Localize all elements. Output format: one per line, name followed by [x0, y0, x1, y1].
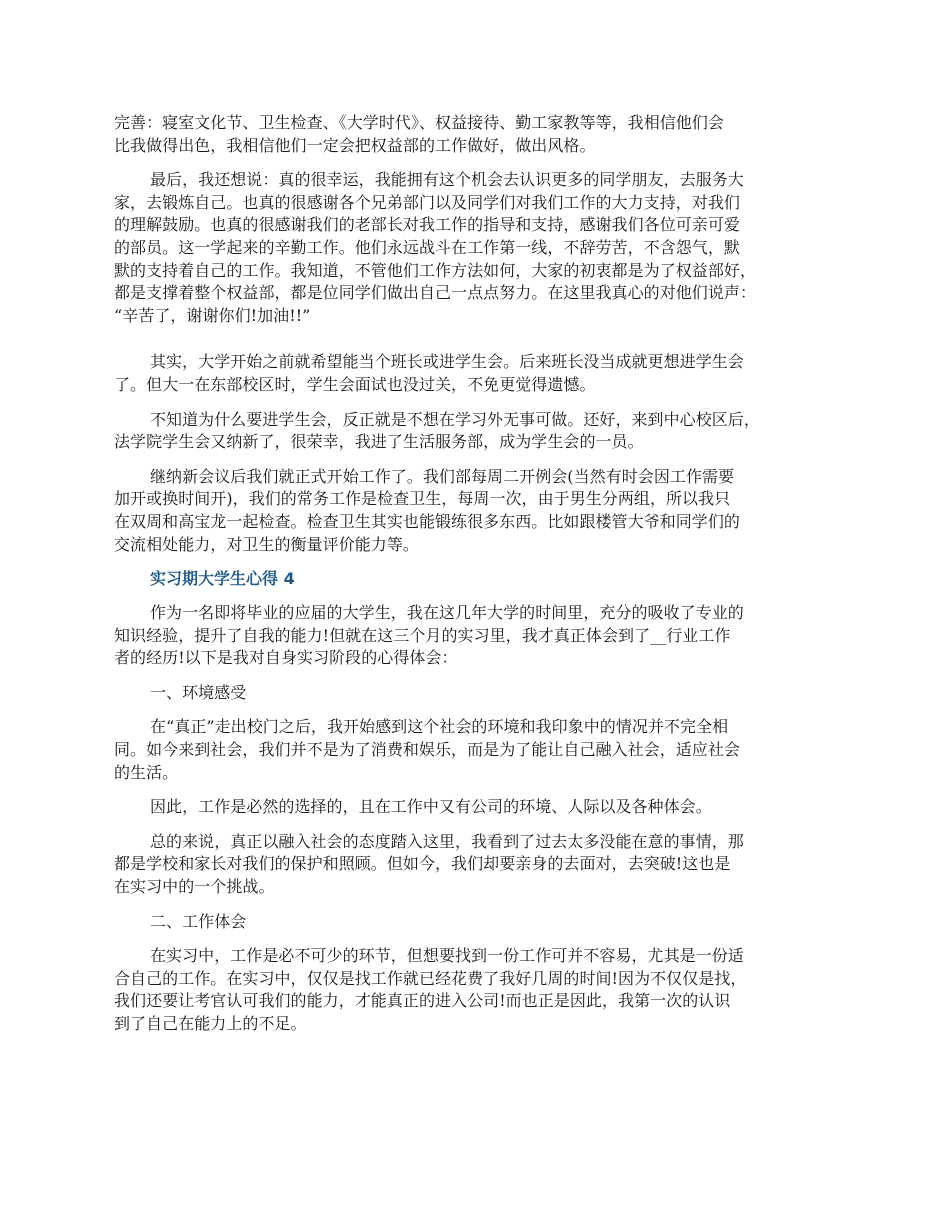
- paragraph: [114, 945, 844, 1035]
- text-line: 继纳新会议后我们就正式开始工作了。我们部每周二开例会(当然有时会因工作需要: [150, 466, 735, 486]
- text-line: 的部员。这一学起来的辛勤工作。他们永远战斗在工作第一线，不辞劳苦，不含怨气，默: [114, 237, 740, 257]
- text-line: 最后，我还想说：真的很幸运，我能拥有这个机会去认识更多的同学朋友，去服务大: [150, 170, 744, 190]
- text-line: 其实，大学开始之前就希望能当个班长或进学生会。后来班长没当成就更想进学生会: [150, 352, 744, 372]
- text-line: 的理解鼓励。也真的很感谢我们的老部长对我工作的指导和支持，感谢我们各位可亲可爱: [114, 215, 740, 235]
- paragraph: [114, 466, 844, 556]
- text-line: 了。但大一在东部校区时，学生会面试也没过关，不免更觉得遗憾。: [114, 374, 596, 394]
- text-line: 加开或换时间开)，我们的常务工作是检查卫生，每周一次，由于男生分两组，所以我只: [114, 489, 731, 509]
- text-line: 在实习中的一个挑战。: [114, 877, 275, 897]
- paragraph: [114, 831, 844, 899]
- text-line: 都是学校和家长对我们的保护和照顾。但如今，我们却要亲身的去面对，去突破!这也是: [114, 854, 731, 874]
- text-line: 者的经历!以下是我对自身实习阶段的心得体会：: [114, 648, 458, 668]
- paragraph: [114, 716, 844, 784]
- text-line: 知识经验，提升了自我的能力!但就在这三个月的实习里，我才真正体会到了__行业工作: [114, 625, 731, 645]
- text-line: 家，去锻炼自己。也真的很感谢各个兄弟部门以及同学们对我们工作的大力支持，对我们: [114, 192, 740, 212]
- text-line: 在实习中，工作是必不可少的环节，但想要找到一份工作可并不容易，尤其是一份适: [150, 946, 744, 966]
- text-line: “辛苦了，谢谢你们!加油!!”: [114, 305, 311, 325]
- text-line: 因此，工作是必然的选择的，且在工作中又有公司的环境、人际以及各种体会。: [150, 797, 712, 817]
- text-line: 作为一名即将毕业的应届的大学生，我在这几年大学的时间里，充分的吸收了专业的: [150, 603, 744, 623]
- paragraph: [114, 169, 844, 327]
- subheading-line: 一、环境感受: [150, 682, 247, 702]
- paragraph: [114, 409, 844, 454]
- text-line: 的生活。: [114, 762, 179, 782]
- text-line: 交流相处能力，对卫生的衡量评价能力等。: [114, 534, 419, 554]
- text-line: 法学院学生会又纳新了，很荣幸，我进了生活服务部，成为学生会的一员。: [114, 432, 644, 452]
- text-line: 同。如今来到社会，我们并不是为了消费和娱乐，而是为了能让自己融入社会，适应社会: [114, 740, 740, 760]
- text-line: 在“真正”走出校门之后，我开始感到这个社会的环境和我印象中的情况并不完全相: [150, 717, 729, 737]
- text-line: 我们还要让考官认可我们的能力，才能真正的进入公司!而也正是因此，我第一次的认识: [114, 991, 731, 1011]
- text-line: 默的支持着自己的工作。我知道，不管他们工作方法如何，大家的初衷都是为了权益部好，: [114, 260, 757, 280]
- paragraph: [114, 911, 844, 934]
- text-line: 总的来说，真正以融入社会的态度踏入这里，我看到了过去太多没能在意的事情，那: [150, 831, 744, 851]
- text-line: 在双周和高宝龙一起检查。检查卫生其实也能锻练很多东西。比如跟楼管大爷和同学们的: [114, 511, 740, 531]
- text-line: 到了自己在能力上的不足。: [114, 1014, 307, 1033]
- text-line: 比我做得出色，我相信他们一定会把权益部的工作做好，做出风格。: [114, 135, 596, 155]
- text-line: 不知道为什么要进学生会，反正就是不想在学习外无事可做。还好，来到中心校区后，: [150, 409, 760, 429]
- text-line: 完善：寝室文化节、卫生检查、《大学时代》、权益接待、勤工家教等等，我相信他们会: [114, 113, 724, 132]
- text-line: 合自己的工作。在实习中，仅仅是找工作就已经花费了我好几周的时间!因为不仅仅是找，: [114, 968, 747, 988]
- section-heading: 实习期大学生心得 4: [150, 569, 295, 589]
- document-body: [114, 112, 844, 1048]
- paragraph: [114, 112, 844, 157]
- paragraph: [114, 796, 844, 819]
- paragraph: [114, 682, 844, 705]
- text-line: 都是支撑着整个权益部，都是位同学们做出自己一点点努力。在这里我真心的对他们说声：: [114, 283, 757, 303]
- paragraph: [114, 351, 844, 396]
- paragraph: [114, 602, 844, 670]
- subheading-line: 二、工作体会: [150, 911, 247, 931]
